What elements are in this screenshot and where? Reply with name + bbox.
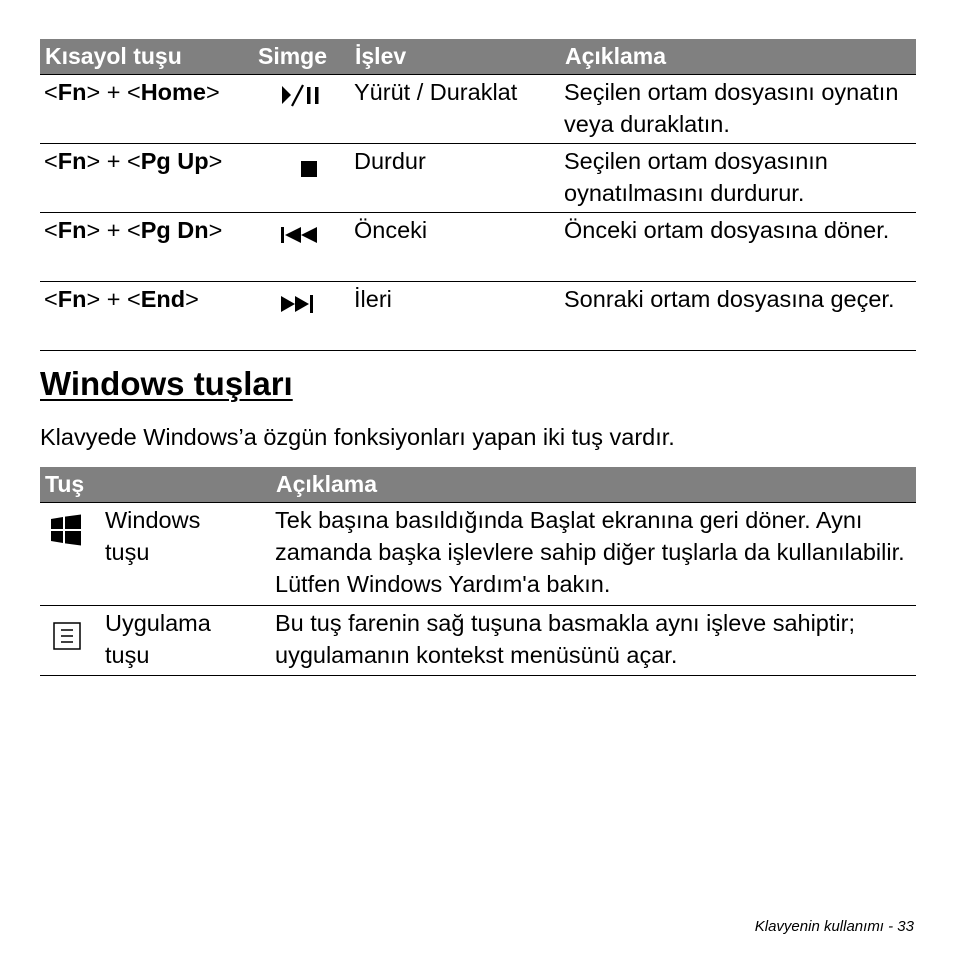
hotkeys-header-row: [40, 39, 916, 75]
hotkeys-table: [40, 39, 916, 351]
shortcut-cell: <Fn> + <End>: [40, 282, 253, 351]
section-title: Windows tuşları: [40, 365, 293, 402]
application-menu-icon: [52, 621, 82, 651]
pgup-key: Pg Up: [140, 148, 209, 174]
windows-keys-table: [40, 467, 916, 676]
next-track-icon: [277, 291, 325, 319]
description-cell: Seçilen ortam dosyasının oynatılmasını durdurur.: [560, 144, 916, 213]
stop-icon: [277, 151, 325, 179]
windows-logo-icon: [50, 514, 82, 546]
icon-cell: [253, 144, 350, 213]
header-shortcut: Kısayol tuşu: [40, 39, 253, 75]
header-icon: Simge: [253, 39, 350, 75]
description-cell: Sonraki ortam dosyasına geçer.: [560, 282, 916, 351]
shortcut-cell: <Fn> + <Pg Dn>: [40, 213, 253, 282]
key-name-cell: Windows tuşu: [101, 503, 271, 606]
windows-header-row: [40, 467, 916, 503]
header-function: İşlev: [350, 39, 560, 75]
table-row: [40, 606, 916, 676]
section-intro: Klavyede Windows’a özgün fonksiyonları yapan iki tuş vardır.: [40, 424, 675, 450]
table-row: [40, 144, 916, 213]
function-cell: İleri: [350, 282, 560, 351]
shortcut-cell: <Fn> + <Home>: [40, 75, 253, 144]
description-cell: Seçilen ortam dosyasını oynatın veya duraklatın.: [560, 75, 916, 144]
fn-key: Fn: [57, 286, 87, 312]
function-cell: Önceki: [350, 213, 560, 282]
play-pause-icon: [277, 82, 325, 110]
icon-cell: [253, 213, 350, 282]
table-row: [40, 75, 916, 144]
table-row: [40, 503, 916, 606]
shortcut-cell: <Fn> + <Pg Up>: [40, 144, 253, 213]
header-description: Açıklama: [271, 467, 916, 503]
fn-key: Fn: [57, 79, 87, 105]
icon-cell: [253, 75, 350, 144]
table-row: [40, 213, 916, 282]
icon-cell: [40, 503, 101, 606]
description-cell: Önceki ortam dosyasına döner.: [560, 213, 916, 282]
key-name-cell: Uygulama tuşu: [101, 606, 271, 676]
function-cell: Yürüt / Duraklat: [350, 75, 560, 144]
header-description: Açıklama: [560, 39, 916, 75]
table-row: [40, 282, 916, 351]
function-cell: Durdur: [350, 144, 560, 213]
end-key: End: [140, 286, 186, 312]
header-key: Tuş: [40, 467, 271, 503]
icon-cell: [40, 606, 101, 676]
home-key: Home: [140, 79, 206, 105]
fn-key: Fn: [57, 148, 87, 174]
description-cell: Bu tuş farenin sağ tuşuna basmakla aynı işleve sahiptir; uygulamanın kontekst menüsünü açar.: [271, 606, 916, 676]
icon-cell: [253, 282, 350, 351]
page-footer: Klavyenin kullanımı - 33: [754, 918, 914, 935]
pgdn-key: Pg Dn: [140, 217, 209, 243]
previous-track-icon: [277, 220, 325, 248]
description-cell: Tek başına basıldığında Başlat ekranına geri döner. Aynı zamanda başka işlevlere sahip diğer tuşlarla da kullanılabilir. Lütfen Windows Yardım'a bakın.: [271, 503, 916, 606]
fn-key: Fn: [57, 217, 87, 243]
